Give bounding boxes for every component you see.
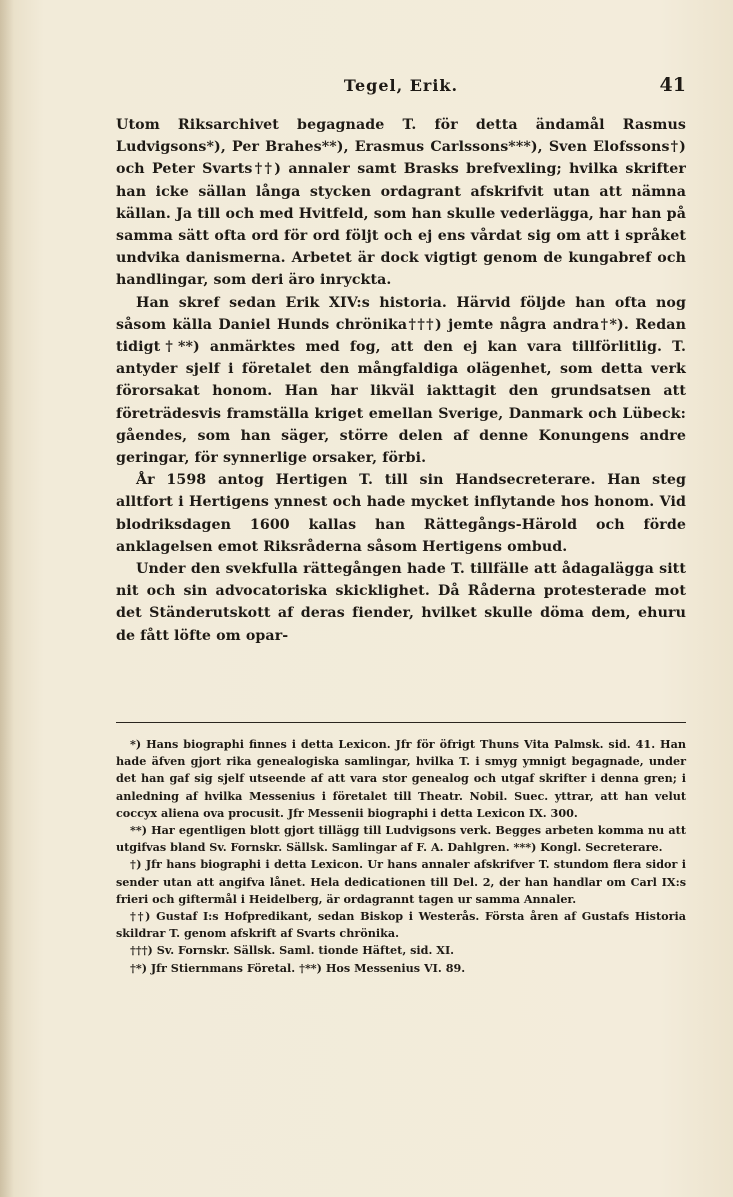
footnotes	[116, 736, 686, 977]
binding-shadow	[0, 0, 14, 1197]
paragraph-4: Under den svekfulla rättegången hade T. tillfälle att ådagalägga sitt nit och sin advocatoriska skicklighet. Då Råderna protesterade mot det Ständerutskott af deras fiender, hvilket skulle döma dem, ehuru de fått löfte om opar-	[116, 561, 686, 644]
footnote-2: **) Har egentligen blott gjort tillägg till Ludvigsons verk. Begges arbeten komma nu att utgifvas bland Sv. Fornskr. Sällsk. Samlingar af F. A. Dahlgren. ***) Kongl. Secreterare.	[116, 823, 686, 855]
page-number: 41	[659, 74, 686, 96]
footnote-5: †††) Sv. Fornskr. Sällsk. Saml. tionde Häftet, sid. XI.	[130, 943, 455, 958]
main-text	[116, 114, 686, 647]
footnote-divider	[116, 722, 686, 723]
running-header	[116, 76, 686, 102]
footnote-6: †*) Jfr Stiernmans Företal. †**) Hos Messenius VI. 89.	[130, 960, 466, 975]
paragraph-1: Utom Riksarchivet begagnade T. för detta ändamål Rasmus Ludvigsons*), Per Brahes**), Erasmus Carlssons***), Sven Elofssons†) och Peter Svarts††) annaler samt Brasks brefvexling; hvilka skrifter han icke sällan långa stycken ordagrant afskrifvit utan att nämna källan. Ja till och med Hvitfeld, som han skulle vederlägga, har han på samma sätt ofta ord för ord följt och ej ens vårdat sig om att i språket undvika danismerna. Arbetet är dock vigtigt genom de kungabref och handlingar, som deri äro inryckta.	[116, 117, 686, 289]
running-title: Tegel, Erik.	[343, 76, 459, 95]
footnote-3: †) Jfr hans biographi i detta Lexicon. Ur hans annaler afskrifver T. stundom flera sidor i sender utan att angifva lånet. Hela dedicationen till Del. 2, der han handlar om Carl IX:s frieri och giftermål i Heidelberg, är ordagrannt tagen ur samma Annaler.	[116, 857, 686, 906]
footnote-1: *) Hans biographi finnes i detta Lexicon. Jfr för öfrigt Thuns Vita Palmsk. sid. 41. Han hade äfven gjort rika genealogiska samlingar, hvilka T. i smyg ymnigt begagnade, under det han gaf sig sjelf utseende af att vara stor genealog och utgaf skrifter i denna gren; i anledning af hvilka Messenius i företalet till Theatr. Nobil. Suec. yttrar, att han velut coccyx aliena ova procusit. Jfr Messenii biographi i detta Lexicon IX. 300.	[116, 737, 686, 820]
paragraph-2: Han skref sedan Erik XIV:s historia. Härvid följde han ofta nog såsom källa Daniel Hunds chrönika†††) jemte några andra†*). Redan tidigt†**) anmärktes med fog, att den ej kan vara tillförlitlig. T. antyder sjelf i företalet den mångfaldiga olägenhet, som detta verk förorsakat honom. Han har likväl iakttagit den grundsatsen att företrädesvis framställa kriget emellan Sverige, Danmark och Lübeck: gåendes, som han säger, större delen af denne Konungens andre geringar, för synnerlige orsaker, förbi.	[116, 294, 686, 467]
paragraph-3: År 1598 antog Hertigen T. till sin Handsecreterare. Han steg alltfort i Hertigens ynnest och hade mycket inflytande hos honom. Vid blodriksdagen 1600 kallas han Rättegångs-Härold och förde anklagelsen emot Riksråderna såsom Hertigens ombud.	[116, 472, 686, 555]
footnote-4: ††) Gustaf I:s Hofpredikant, sedan Biskop i Westerås. Första åren af Gustafs Historia skildrar T. genom afskrift af Svarts chrönika.	[116, 909, 686, 941]
